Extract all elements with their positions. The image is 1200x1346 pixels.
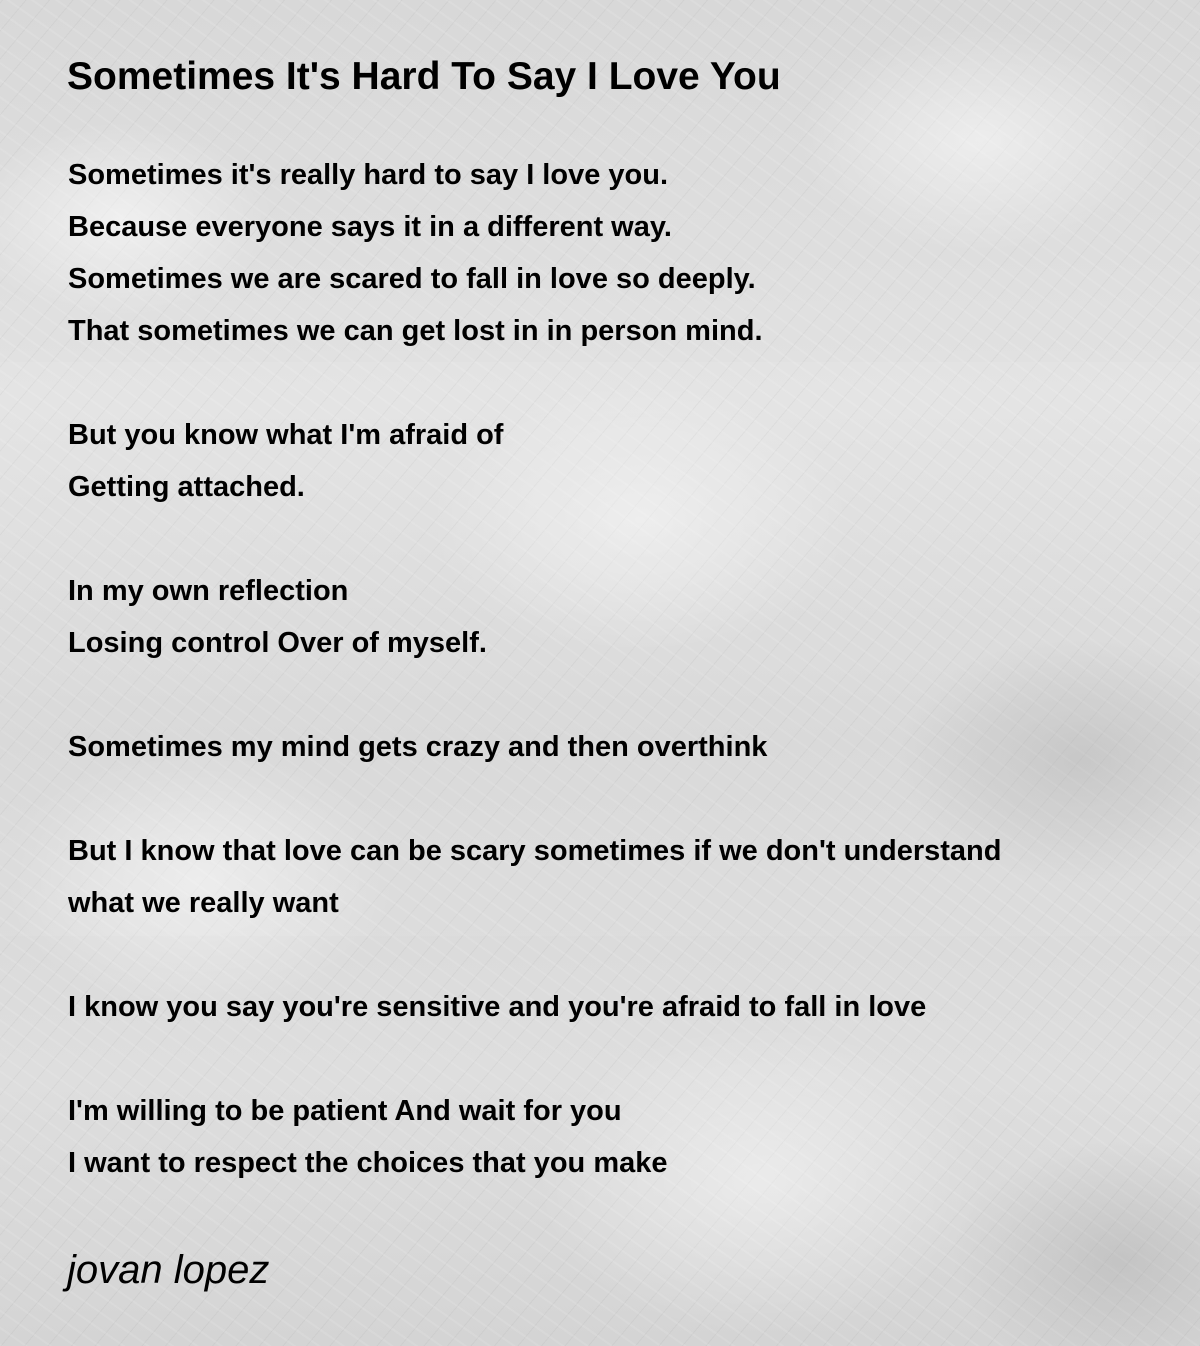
- stanza-1: [68, 149, 1168, 357]
- poem-line: Sometimes we are scared to fall in love so deeply.: [68, 263, 756, 295]
- poem-line: what we really want: [68, 887, 339, 919]
- poem-line: But you know what I'm afraid of: [68, 419, 504, 451]
- stanza-7: [68, 1085, 1168, 1189]
- poem-line: In my own reflection: [68, 575, 349, 607]
- poem-line: Losing control Over of myself.: [68, 627, 487, 659]
- poem-line: Sometimes it's really hard to say I love you.: [68, 159, 669, 191]
- poem-body: [68, 149, 1168, 1189]
- stanza-6: [68, 981, 1168, 1033]
- poem-line: But I know that love can be scary sometimes if we don't understand: [68, 835, 1002, 867]
- poem-line: Getting attached.: [68, 471, 305, 503]
- poem-line: I know you say you're sensitive and you're afraid to fall in love: [68, 991, 927, 1023]
- poem-line: Because everyone says it in a different way.: [68, 211, 672, 243]
- stanza-4: [68, 721, 1168, 773]
- poem-line: That sometimes we can get lost in in person mind.: [68, 315, 763, 347]
- poem-line: I'm willing to be patient And wait for you: [68, 1095, 622, 1127]
- poem-line: Sometimes my mind gets crazy and then overthink: [68, 731, 768, 763]
- poem-title: Sometimes It's Hard To Say I Love You: [67, 55, 781, 98]
- stanza-3: [68, 565, 1168, 669]
- poem-line: I want to respect the choices that you make: [68, 1147, 668, 1179]
- stanza-5: [68, 825, 1168, 929]
- poem-author: jovan lopez: [67, 1248, 270, 1292]
- stanza-2: [68, 409, 1168, 513]
